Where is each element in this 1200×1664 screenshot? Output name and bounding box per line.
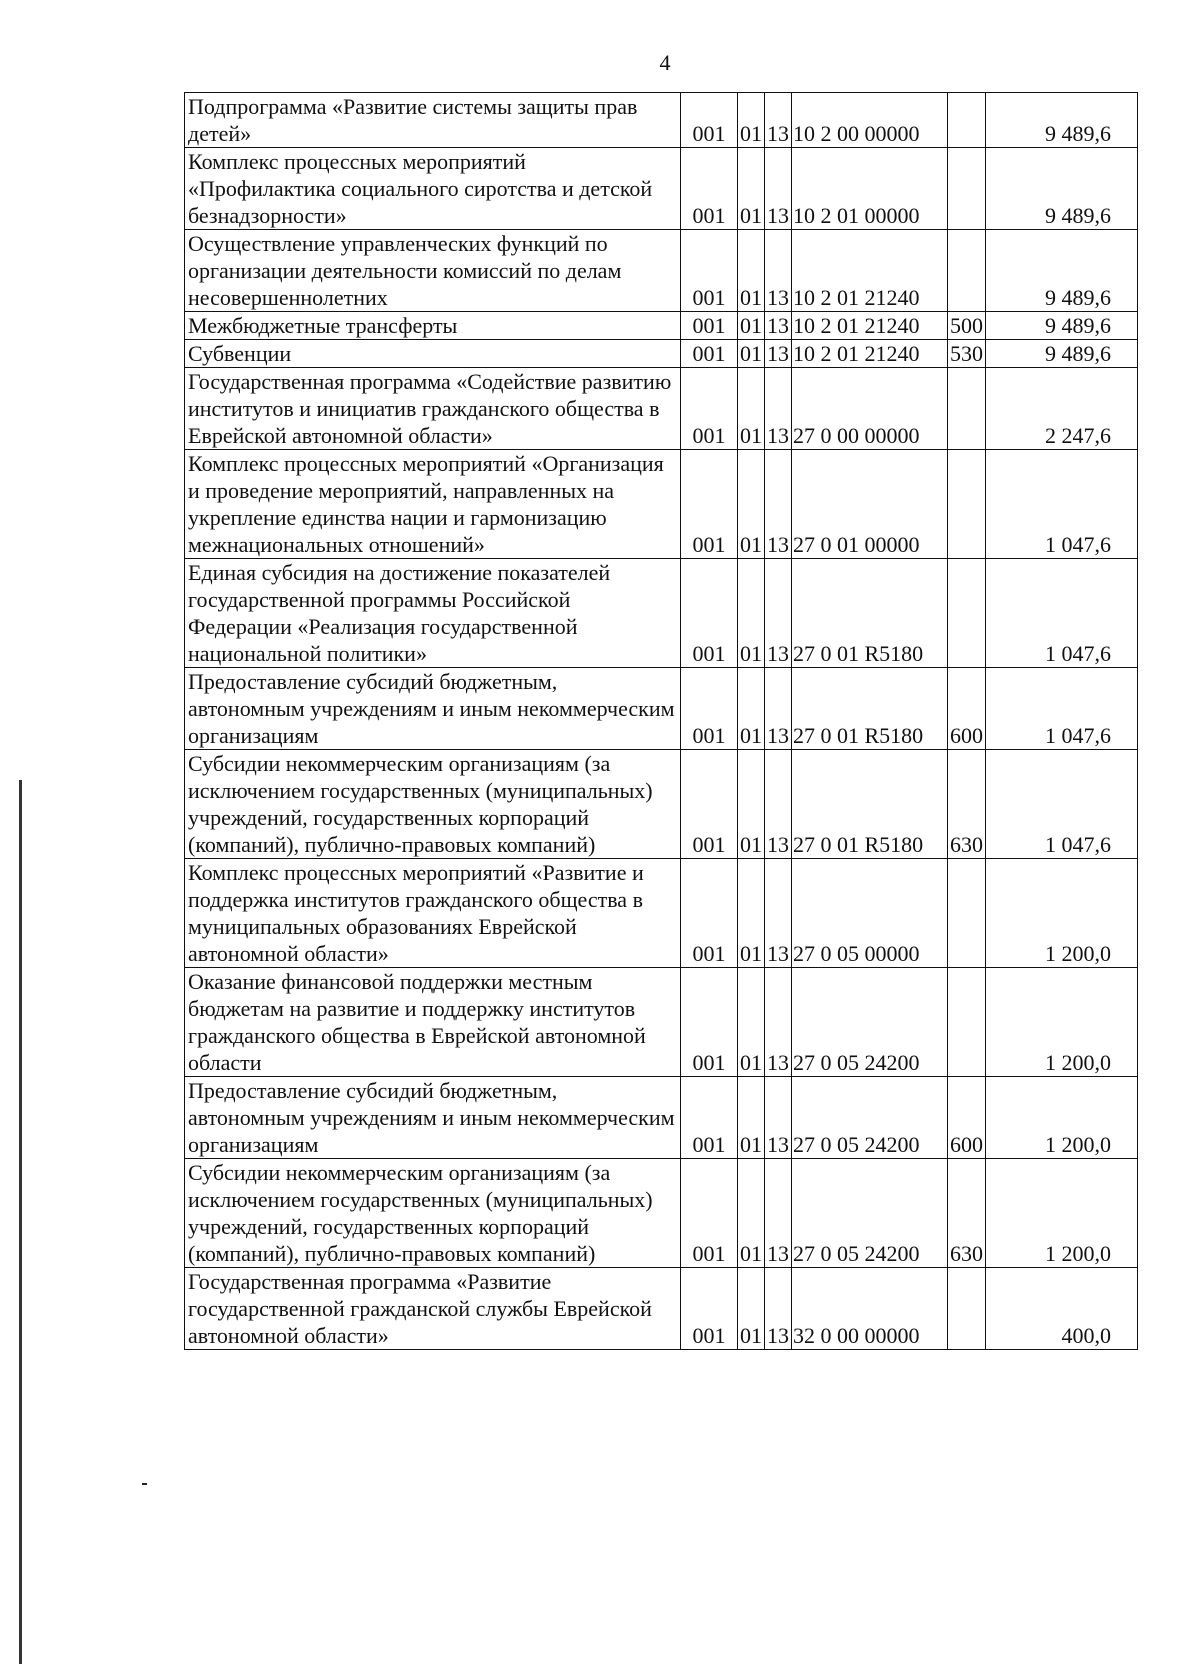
subsection-code: 13 bbox=[765, 1159, 792, 1268]
grbs-code: 001 bbox=[681, 559, 738, 668]
expense-type-code bbox=[948, 859, 986, 968]
row-name: Субсидии некоммерческим организациям (за исключением государственных (муниципальных) учреждений, государственных корпораций (компаний), публично-правовых компаний) bbox=[185, 750, 681, 859]
section-code: 01 bbox=[738, 450, 765, 559]
table-row bbox=[185, 1159, 1138, 1268]
grbs-code: 001 bbox=[681, 368, 738, 450]
expense-type-code: 630 bbox=[948, 1159, 986, 1268]
target-item-code: 10 2 00 00000 bbox=[792, 93, 948, 148]
row-name: Осуществление управленческих функций по организации деятельности комиссий по делам несовершеннолетних bbox=[185, 230, 681, 312]
section-code: 01 bbox=[738, 968, 765, 1077]
table-row bbox=[185, 1268, 1138, 1350]
expense-type-code bbox=[948, 450, 986, 559]
subsection-code: 13 bbox=[765, 93, 792, 148]
section-code: 01 bbox=[738, 312, 765, 340]
subsection-code: 13 bbox=[765, 668, 792, 750]
target-item-code: 10 2 01 21240 bbox=[792, 340, 948, 368]
table-row bbox=[185, 968, 1138, 1077]
target-item-code: 27 0 01 00000 bbox=[792, 450, 948, 559]
grbs-code: 001 bbox=[681, 312, 738, 340]
target-item-code: 27 0 05 24200 bbox=[792, 1077, 948, 1159]
budget-table bbox=[184, 92, 1138, 1350]
page-number: 4 bbox=[659, 50, 671, 75]
table-row bbox=[185, 1077, 1138, 1159]
row-name: Государственная программа «Развитие государственной гражданской службы Еврейской автономной области» bbox=[185, 1268, 681, 1350]
table-row bbox=[185, 93, 1138, 148]
scan-speck bbox=[142, 1483, 147, 1485]
section-code: 01 bbox=[738, 148, 765, 230]
table-row bbox=[185, 859, 1138, 968]
target-item-code: 27 0 05 24200 bbox=[792, 1159, 948, 1268]
subsection-code: 13 bbox=[765, 559, 792, 668]
expense-type-code bbox=[948, 368, 986, 450]
amount: 9 489,6 bbox=[986, 230, 1138, 312]
amount: 1 200,0 bbox=[986, 1077, 1138, 1159]
amount: 2 247,6 bbox=[986, 368, 1138, 450]
expense-type-code bbox=[948, 968, 986, 1077]
amount: 9 489,6 bbox=[986, 148, 1138, 230]
row-name: Оказание финансовой поддержки местным бюджетам на развитие и поддержку институтов гражданского общества в Еврейской автономной области bbox=[185, 968, 681, 1077]
expense-type-code bbox=[948, 148, 986, 230]
row-name: Подпрограмма «Развитие системы защиты прав детей» bbox=[185, 93, 681, 148]
grbs-code: 001 bbox=[681, 93, 738, 148]
row-name: Субсидии некоммерческим организациям (за исключением государственных (муниципальных) учреждений, государственных корпораций (компаний), публично-правовых компаний) bbox=[185, 1159, 681, 1268]
amount: 1 200,0 bbox=[986, 1159, 1138, 1268]
amount: 1 047,6 bbox=[986, 750, 1138, 859]
section-code: 01 bbox=[738, 340, 765, 368]
subsection-code: 13 bbox=[765, 859, 792, 968]
target-item-code: 27 0 00 00000 bbox=[792, 368, 948, 450]
amount: 9 489,6 bbox=[986, 340, 1138, 368]
expense-type-code: 600 bbox=[948, 1077, 986, 1159]
expense-type-code: 600 bbox=[948, 668, 986, 750]
row-name: Государственная программа «Содействие развитию институтов и инициатив гражданского общества в Еврейской автономной области» bbox=[185, 368, 681, 450]
amount: 1 047,6 bbox=[986, 559, 1138, 668]
table-row bbox=[185, 230, 1138, 312]
row-name: Межбюджетные трансферты bbox=[185, 312, 681, 340]
subsection-code: 13 bbox=[765, 450, 792, 559]
grbs-code: 001 bbox=[681, 668, 738, 750]
subsection-code: 13 bbox=[765, 1268, 792, 1350]
table-row bbox=[185, 559, 1138, 668]
target-item-code: 32 0 00 00000 bbox=[792, 1268, 948, 1350]
section-code: 01 bbox=[738, 1268, 765, 1350]
grbs-code: 001 bbox=[681, 968, 738, 1077]
subsection-code: 13 bbox=[765, 148, 792, 230]
subsection-code: 13 bbox=[765, 1077, 792, 1159]
amount: 1 047,6 bbox=[986, 668, 1138, 750]
section-code: 01 bbox=[738, 368, 765, 450]
table-row bbox=[185, 668, 1138, 750]
amount: 1 047,6 bbox=[986, 450, 1138, 559]
expense-type-code bbox=[948, 230, 986, 312]
grbs-code: 001 bbox=[681, 450, 738, 559]
grbs-code: 001 bbox=[681, 859, 738, 968]
section-code: 01 bbox=[738, 230, 765, 312]
target-item-code: 10 2 01 21240 bbox=[792, 230, 948, 312]
grbs-code: 001 bbox=[681, 230, 738, 312]
target-item-code: 27 0 01 R5180 bbox=[792, 559, 948, 668]
table-row bbox=[185, 750, 1138, 859]
subsection-code: 13 bbox=[765, 368, 792, 450]
target-item-code: 27 0 01 R5180 bbox=[792, 668, 948, 750]
subsection-code: 13 bbox=[765, 750, 792, 859]
amount: 9 489,6 bbox=[986, 312, 1138, 340]
expense-type-code: 500 bbox=[948, 312, 986, 340]
section-code: 01 bbox=[738, 93, 765, 148]
row-name: Субвенции bbox=[185, 340, 681, 368]
grbs-code: 001 bbox=[681, 750, 738, 859]
amount: 1 200,0 bbox=[986, 859, 1138, 968]
row-name: Комплекс процессных мероприятий «Организация и проведение мероприятий, направленных на укрепление единства нации и гармонизацию межнациональных отношений» bbox=[185, 450, 681, 559]
subsection-code: 13 bbox=[765, 968, 792, 1077]
target-item-code: 10 2 01 00000 bbox=[792, 148, 948, 230]
grbs-code: 001 bbox=[681, 148, 738, 230]
grbs-code: 001 bbox=[681, 340, 738, 368]
row-name: Предоставление субсидий бюджетным, автономным учреждениям и иным некоммерческим организациям bbox=[185, 1077, 681, 1159]
subsection-code: 13 bbox=[765, 312, 792, 340]
expense-type-code: 530 bbox=[948, 340, 986, 368]
grbs-code: 001 bbox=[681, 1159, 738, 1268]
target-item-code: 10 2 01 21240 bbox=[792, 312, 948, 340]
expense-type-code: 630 bbox=[948, 750, 986, 859]
amount: 1 200,0 bbox=[986, 968, 1138, 1077]
section-code: 01 bbox=[738, 750, 765, 859]
table-row bbox=[185, 368, 1138, 450]
table-row bbox=[185, 450, 1138, 559]
table-row bbox=[185, 148, 1138, 230]
grbs-code: 001 bbox=[681, 1077, 738, 1159]
budget-table-body bbox=[185, 93, 1138, 1350]
table-row bbox=[185, 312, 1138, 340]
section-code: 01 bbox=[738, 1159, 765, 1268]
row-name: Комплекс процессных мероприятий «Профилактика социального сиротства и детской безнадзорности» bbox=[185, 148, 681, 230]
table-row bbox=[185, 340, 1138, 368]
section-code: 01 bbox=[738, 1077, 765, 1159]
amount: 9 489,6 bbox=[986, 93, 1138, 148]
scan-edge-line bbox=[19, 780, 22, 1664]
expense-type-code bbox=[948, 1268, 986, 1350]
target-item-code: 27 0 01 R5180 bbox=[792, 750, 948, 859]
target-item-code: 27 0 05 24200 bbox=[792, 968, 948, 1077]
section-code: 01 bbox=[738, 668, 765, 750]
section-code: 01 bbox=[738, 859, 765, 968]
expense-type-code bbox=[948, 559, 986, 668]
section-code: 01 bbox=[738, 559, 765, 668]
expense-type-code bbox=[948, 93, 986, 148]
subsection-code: 13 bbox=[765, 340, 792, 368]
row-name: Единая субсидия на достижение показателей государственной программы Российской Федерации «Реализация государственной национальной политики» bbox=[185, 559, 681, 668]
amount: 400,0 bbox=[986, 1268, 1138, 1350]
row-name: Предоставление субсидий бюджетным, автономным учреждениям и иным некоммерческим организациям bbox=[185, 668, 681, 750]
row-name: Комплекс процессных мероприятий «Развитие и поддержка институтов гражданского общества в муниципальных образованиях Еврейской автономной области» bbox=[185, 859, 681, 968]
grbs-code: 001 bbox=[681, 1268, 738, 1350]
subsection-code: 13 bbox=[765, 230, 792, 312]
target-item-code: 27 0 05 00000 bbox=[792, 859, 948, 968]
